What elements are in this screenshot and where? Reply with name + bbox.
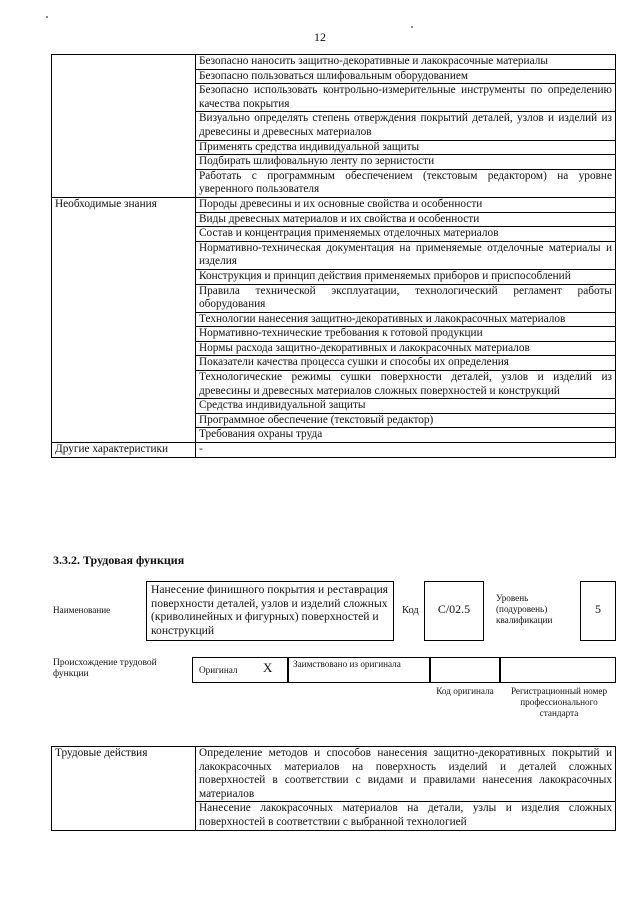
table-cell: Подбирать шлифовальную ленту по зернистости: [196, 155, 616, 170]
table-cell: Требования охраны труда: [196, 428, 616, 443]
table-cell: Безопасно пользоваться шлифовальным оборудованием: [196, 69, 616, 84]
other-characteristics-label: Другие характеристики: [52, 443, 196, 458]
table-cell: Нанесение лакокрасочных материалов на детали, узлы и изделия сложных поверхностей в соответствии с выбранной технологией: [196, 802, 616, 830]
labor-actions-label: Трудовые действия: [52, 747, 196, 831]
borrowed-cell: [288, 657, 430, 683]
table-row: [52, 55, 616, 70]
qualification-level-label: Уровень (подуровень) квалификации: [496, 593, 553, 625]
table-cell: Технологии нанесения защитно-декоративных и лакокрасочных материалов: [196, 312, 616, 327]
code-box: [424, 581, 484, 641]
original-code-cell: [430, 657, 500, 683]
code-value: С/02.5: [437, 602, 471, 616]
qualification-level-box: [580, 581, 616, 641]
table-cell: Конструкция и принцип действия применяемых приборов и приспособлений: [196, 269, 616, 284]
borrowed-label: Заимствовано из оригинала: [293, 659, 401, 669]
registration-number-cell: [500, 657, 616, 683]
origin-label: Происхождение трудовой функции: [53, 658, 157, 679]
scan-speck: [46, 16, 48, 18]
table-cell: Безопасно наносить защитно-декоративные и лакокрасочные материалы: [196, 55, 616, 70]
knowledge-label: Необходимые знания: [52, 197, 196, 442]
original-code-caption: Код оригинала: [436, 686, 494, 696]
table-cell: Состав и концентрация применяемых отделочных материалов: [196, 227, 616, 242]
other-characteristics-value: -: [196, 443, 616, 458]
table-row: [52, 747, 616, 802]
table-row: [52, 197, 616, 212]
table-row: [52, 443, 616, 458]
table-cell: Технологические режимы сушки поверхности деталей, узлов и изделий из древесины и древесных материалов сложных поверхностей и конструкций: [196, 371, 616, 399]
labor-actions-table: [51, 746, 616, 831]
table-cell: Визуально определять степень отверждения покрытий деталей, узлов и изделий из древесины и древесных материалов: [196, 112, 616, 140]
function-name-value: Нанесение финишного покрытия и реставрация поверхности деталей, узлов и изделий сложных (криволинейных и фигурных) поверхностей и конструкций: [151, 583, 388, 637]
table-cell: Безопасно использовать контрольно-измерительные инструменты по определению качества покрытия: [196, 84, 616, 112]
code-label: Код: [402, 605, 419, 616]
page-number: 12: [314, 30, 326, 44]
table-cell: Нормативно-техническая документация на применяемые отделочные материалы и изделия: [196, 241, 616, 269]
table-cell: Нормы расхода защитно-декоративных и лакокрасочных материалов: [196, 341, 616, 356]
table-cell: Показатели качества процесса сушки и способы их определения: [196, 356, 616, 371]
origin-row: [192, 657, 616, 683]
table-cell: Работать с программным обеспечением (текстовым редактором) на уровне уверенного пользователя: [196, 169, 616, 197]
registration-number-caption: Регистрационный номер профессионального стандарта: [510, 686, 608, 718]
table-cell: Применять средства индивидуальной защиты: [196, 140, 616, 155]
original-mark: X: [263, 660, 273, 675]
table-cell: Средства индивидуальной защиты: [196, 399, 616, 414]
function-name-label: Наименование: [53, 605, 111, 615]
table-cell: Нормативно-технические требования к готовой продукции: [196, 327, 616, 342]
table-cell: Виды древесных материалов и их свойства и особенности: [196, 212, 616, 227]
skills-knowledge-table: [51, 54, 616, 458]
table-cell: Определение методов и способов нанесения защитно-декоративных покрытий и лакокрасочных материалов на поверхность изделий и деталей сложных поверхностей в соответствии с видами и правилами нанесения лакокрасочных материалов: [196, 747, 616, 802]
table-cell: Программное обеспечение (текстовый редактор): [196, 413, 616, 428]
section-heading: 3.3.2. Трудовая функция: [53, 553, 185, 567]
table-cell: Правила технической эксплуатации, технологический регламент работы оборудования: [196, 284, 616, 312]
skills-label-cell: [52, 55, 196, 198]
original-cell: [192, 657, 288, 683]
qualification-level-value: 5: [595, 602, 601, 616]
function-name-box: [146, 581, 394, 641]
scan-speck: [411, 26, 413, 28]
original-label: Оригинал: [199, 665, 238, 675]
table-cell: Породы древесины и их основные свойства и особенности: [196, 197, 616, 212]
